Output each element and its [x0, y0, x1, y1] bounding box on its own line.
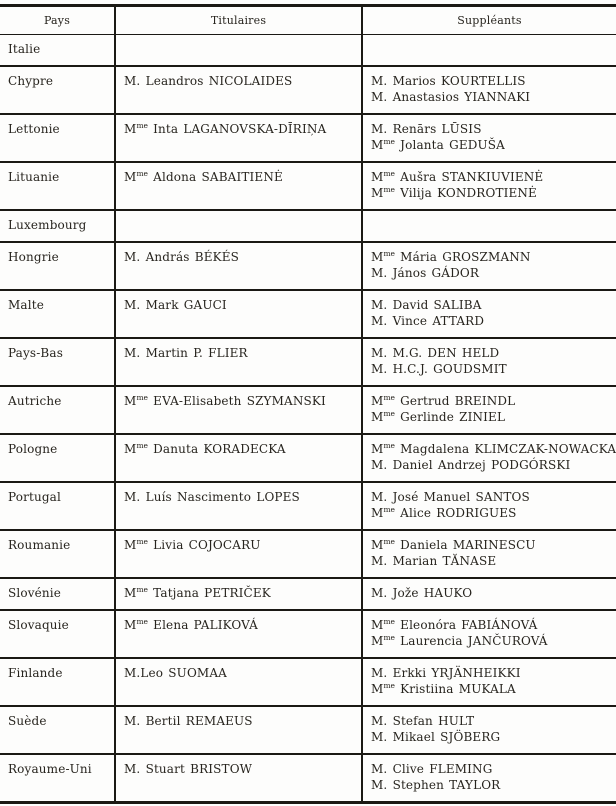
person-name [371, 761, 608, 777]
person-name-part: M [371, 538, 384, 552]
column-header-pays: Pays [0, 6, 115, 35]
person-name-part: Leandros NICOLAIDES [140, 74, 293, 88]
country-cell [0, 578, 115, 610]
suppleants-cell [362, 658, 616, 706]
suppleants-cell [362, 482, 616, 530]
person-name-part: M [124, 170, 137, 184]
header-row [0, 6, 616, 35]
person-name-part: me [383, 681, 395, 690]
person-name-part: me [136, 169, 148, 178]
suppleants-cell [362, 434, 616, 482]
suppleants-cell [362, 754, 616, 803]
titulaires-cell [115, 658, 362, 706]
person-name [124, 393, 353, 409]
country-label: Malte [8, 298, 44, 312]
titulaires-cell [115, 210, 362, 242]
titulaires-cell [115, 610, 362, 658]
person-name-part: me [383, 393, 395, 402]
titulaires-cell [115, 290, 362, 338]
table-row [0, 114, 616, 162]
person-name-part: me [383, 249, 395, 258]
country-label: Roumanie [8, 538, 71, 552]
table-row [0, 706, 616, 754]
suppleants-cell [362, 162, 616, 210]
person-name [124, 761, 353, 777]
person-name-part: M [124, 122, 137, 136]
person-name-part: M [371, 682, 384, 696]
titulaires-cell [115, 578, 362, 610]
person-name-part: János GÁDOR [387, 266, 480, 280]
person-name [371, 441, 616, 457]
table-row [0, 530, 616, 578]
person-name-part: M [371, 506, 384, 520]
person-name [371, 777, 608, 793]
person-name [371, 137, 608, 153]
person-name-part: me [383, 617, 395, 626]
titulaires-cell [115, 66, 362, 114]
person-name-part: M.Leo SUOMAA [124, 666, 228, 680]
person-name-part: Mária GROSZMANN [395, 250, 531, 264]
person-name [124, 297, 353, 313]
person-name-part: M. [124, 250, 141, 264]
table-row [0, 242, 616, 290]
country-cell [0, 290, 115, 338]
person-name-part: Vince ATTARD [387, 314, 485, 328]
person-name [124, 249, 353, 265]
person-name [371, 409, 608, 425]
person-name [371, 585, 608, 601]
titulaires-cell [115, 706, 362, 754]
person-name-part: M. [124, 346, 141, 360]
table-row [0, 578, 616, 610]
table-row [0, 482, 616, 530]
person-name-part: M. [124, 490, 141, 504]
person-name-part: M. [371, 554, 388, 568]
person-name-part: Daniel Andrzej PODGÓRSKI [387, 458, 571, 472]
person-name-part: M [124, 618, 137, 632]
person-name-part: Danuta KORADECKA [148, 442, 286, 456]
person-name-part: Mark GAUCI [140, 298, 227, 312]
country-cell [0, 482, 115, 530]
person-name-part: Laurencia JANČUROVÁ [395, 634, 548, 648]
suppleants-cell [362, 210, 616, 242]
country-label: Royaume-Uni [8, 762, 92, 776]
country-cell [0, 706, 115, 754]
person-name [371, 633, 608, 649]
person-name-part: me [136, 121, 148, 130]
person-name-part: M [371, 634, 384, 648]
suppleants-cell [362, 578, 616, 610]
person-name [124, 441, 353, 457]
person-name-part: M. [124, 74, 141, 88]
person-name-part: Aušra STANKIUVIENĖ [395, 170, 544, 184]
person-name-part: Eleonóra FABIÁNOVÁ [395, 618, 538, 632]
person-name-part: M. [371, 298, 388, 312]
person-name-part: me [383, 633, 395, 642]
person-name-part: José Manuel SANTOS [387, 490, 530, 504]
person-name-part: Stephen TAYLOR [387, 778, 501, 792]
person-name [124, 617, 353, 633]
person-name-part: Gertrud BREINDL [395, 394, 516, 408]
titulaires-cell [115, 338, 362, 386]
suppleants-cell [362, 290, 616, 338]
table-row [0, 658, 616, 706]
person-name-part: Stuart BRISTOW [140, 762, 253, 776]
person-name-part: Bertil REMAEUS [140, 714, 253, 728]
table-row [0, 290, 616, 338]
person-name-part: me [136, 393, 148, 402]
country-cell [0, 658, 115, 706]
person-name-part: M [371, 442, 384, 456]
person-name [371, 729, 608, 745]
person-name-part: Luís Nascimento LOPES [140, 490, 300, 504]
person-name-part: Marios KOURTELLIS [387, 74, 526, 88]
person-name-part: Magdalena KLIMCZAK-NOWACKA [395, 442, 616, 456]
person-name [371, 617, 608, 633]
person-name-part: M [371, 186, 384, 200]
country-cell [0, 530, 115, 578]
person-name-part: me [383, 169, 395, 178]
person-name-part: Renārs LŪSIS [387, 122, 482, 136]
person-name [124, 713, 353, 729]
person-name-part: Erkki YRJÄNHEIKKI [387, 666, 521, 680]
person-name-part: me [383, 505, 395, 514]
country-cell [0, 114, 115, 162]
country-cell [0, 242, 115, 290]
person-name [371, 457, 608, 473]
person-name-part: me [383, 537, 395, 546]
country-cell [0, 35, 115, 67]
person-name-part: Anastasios YIANNAKI [387, 90, 531, 104]
country-cell [0, 162, 115, 210]
person-name-part: M. [371, 586, 388, 600]
suppleants-cell [362, 338, 616, 386]
country-label: Autriche [8, 394, 62, 408]
person-name [124, 169, 353, 185]
person-name-part: M. [371, 778, 388, 792]
country-label: Suède [8, 714, 47, 728]
person-name-part: M. [124, 762, 141, 776]
country-label: Italie [8, 42, 41, 56]
person-name [371, 553, 608, 569]
person-name-part: M. [371, 266, 388, 280]
titulaires-cell [115, 754, 362, 803]
country-label: Pologne [8, 442, 58, 456]
person-name-part: M [371, 250, 384, 264]
person-name-part: M [124, 442, 137, 456]
column-header-titulaires: Titulaires [115, 6, 362, 35]
titulaires-cell [115, 114, 362, 162]
person-name [371, 265, 608, 281]
person-name-part: me [383, 441, 395, 450]
person-name-part: Gerlinde ZINIEL [395, 410, 506, 424]
suppleants-cell [362, 114, 616, 162]
titulaires-cell [115, 530, 362, 578]
person-name-part: M. [371, 714, 388, 728]
person-name-part: Mikael SJÖBERG [387, 730, 501, 744]
titulaires-cell [115, 162, 362, 210]
person-name-part: Kristiina MUKALA [395, 682, 516, 696]
person-name-part: Inta LAGANOVSKA-DĪRIŅA [148, 122, 327, 136]
person-name-part: Livia COJOCARU [148, 538, 261, 552]
person-name-part: M. [371, 90, 388, 104]
country-label: Lettonie [8, 122, 60, 136]
titulaires-cell [115, 386, 362, 434]
country-cell [0, 386, 115, 434]
person-name-part: M.G. DEN HELD [387, 346, 500, 360]
country-label: Lituanie [8, 170, 60, 184]
person-name-part: me [136, 617, 148, 626]
country-label: Finlande [8, 666, 63, 680]
person-name-part: Marian TĂNASE [387, 554, 497, 568]
suppleants-cell [362, 386, 616, 434]
person-name [371, 361, 608, 377]
person-name-part: M [371, 170, 384, 184]
person-name-part: M [371, 618, 384, 632]
person-name [371, 505, 608, 521]
person-name [124, 585, 353, 601]
country-label: Hongrie [8, 250, 59, 264]
titulaires-cell [115, 35, 362, 67]
country-cell [0, 210, 115, 242]
person-name [371, 249, 608, 265]
table-row [0, 35, 616, 67]
person-name-part: M [371, 138, 384, 152]
country-cell [0, 434, 115, 482]
person-name-part: me [383, 409, 395, 418]
country-label: Luxembourg [8, 218, 87, 232]
members-table [0, 4, 616, 804]
person-name-part: M. [124, 298, 141, 312]
person-name [371, 537, 608, 553]
table-row [0, 434, 616, 482]
person-name-part: M [124, 586, 137, 600]
person-name-part: M. [371, 362, 388, 376]
suppleants-cell [362, 35, 616, 67]
suppleants-cell [362, 706, 616, 754]
person-name [124, 537, 353, 553]
table-row [0, 610, 616, 658]
person-name-part: M. [371, 490, 388, 504]
person-name [371, 185, 608, 201]
country-label: Portugal [8, 490, 61, 504]
country-cell [0, 610, 115, 658]
person-name-part: me [383, 185, 395, 194]
table-row [0, 386, 616, 434]
suppleants-cell [362, 66, 616, 114]
person-name-part: M. [371, 122, 388, 136]
suppleants-cell [362, 530, 616, 578]
person-name-part: M [371, 394, 384, 408]
person-name-part: András BÉKÉS [140, 250, 240, 264]
person-name-part: M. [371, 74, 388, 88]
person-name [371, 345, 608, 361]
country-cell [0, 754, 115, 803]
person-name [124, 665, 353, 681]
person-name [371, 393, 608, 409]
person-name [371, 681, 608, 697]
country-label: Slovénie [8, 586, 62, 600]
country-label: Slovaquie [8, 618, 69, 632]
person-name-part: M. [371, 314, 388, 328]
titulaires-cell [115, 482, 362, 530]
person-name-part: me [383, 137, 395, 146]
person-name [124, 345, 353, 361]
person-name [371, 121, 608, 137]
person-name-part: M. [371, 666, 388, 680]
column-header-suppleants: Suppléants [362, 6, 616, 35]
person-name-part: Tatjana PETRIČEK [148, 586, 271, 600]
person-name [124, 489, 353, 505]
country-label: Chypre [8, 74, 54, 88]
person-name [124, 73, 353, 89]
person-name-part: M. [371, 762, 388, 776]
person-name-part: M. [371, 458, 388, 472]
person-name-part: Elena PALIKOVÁ [148, 618, 258, 632]
table-row [0, 210, 616, 242]
person-name [371, 313, 608, 329]
country-cell [0, 66, 115, 114]
person-name [371, 89, 608, 105]
person-name-part: Martin P. FLIER [140, 346, 248, 360]
person-name-part: Stefan HULT [387, 714, 475, 728]
person-name-part: me [136, 585, 148, 594]
person-name-part: Jože HAUKO [387, 586, 473, 600]
suppleants-cell [362, 610, 616, 658]
table-row [0, 754, 616, 803]
titulaires-cell [115, 434, 362, 482]
person-name [124, 121, 353, 137]
person-name [371, 169, 608, 185]
person-name-part: Daniela MARINESCU [395, 538, 536, 552]
person-name [371, 489, 608, 505]
person-name-part: Clive FLEMING [387, 762, 493, 776]
person-name-part: M [124, 538, 137, 552]
suppleants-cell [362, 242, 616, 290]
person-name-part: me [136, 441, 148, 450]
person-name-part: M. [371, 730, 388, 744]
person-name-part: EVA-Elisabeth SZYMANSKI [148, 394, 326, 408]
person-name-part: H.C.J. GOUDSMIT [387, 362, 507, 376]
person-name-part: M. [124, 714, 141, 728]
person-name-part: David SALIBA [387, 298, 482, 312]
table-row [0, 338, 616, 386]
person-name-part: Jolanta GEDUŠA [395, 138, 505, 152]
person-name-part: Aldona SABAITIENĖ [148, 170, 283, 184]
person-name-part: M [371, 410, 384, 424]
person-name-part: Alice RODRIGUES [395, 506, 517, 520]
country-cell [0, 338, 115, 386]
person-name-part: Vilija KONDROTIENĖ [395, 186, 537, 200]
person-name-part: M [124, 394, 137, 408]
table-row [0, 66, 616, 114]
table-row [0, 162, 616, 210]
titulaires-cell [115, 242, 362, 290]
person-name [371, 73, 608, 89]
country-label: Pays-Bas [8, 346, 64, 360]
person-name [371, 665, 608, 681]
person-name [371, 713, 608, 729]
person-name [371, 297, 608, 313]
person-name-part: me [136, 537, 148, 546]
person-name-part: M. [371, 346, 388, 360]
